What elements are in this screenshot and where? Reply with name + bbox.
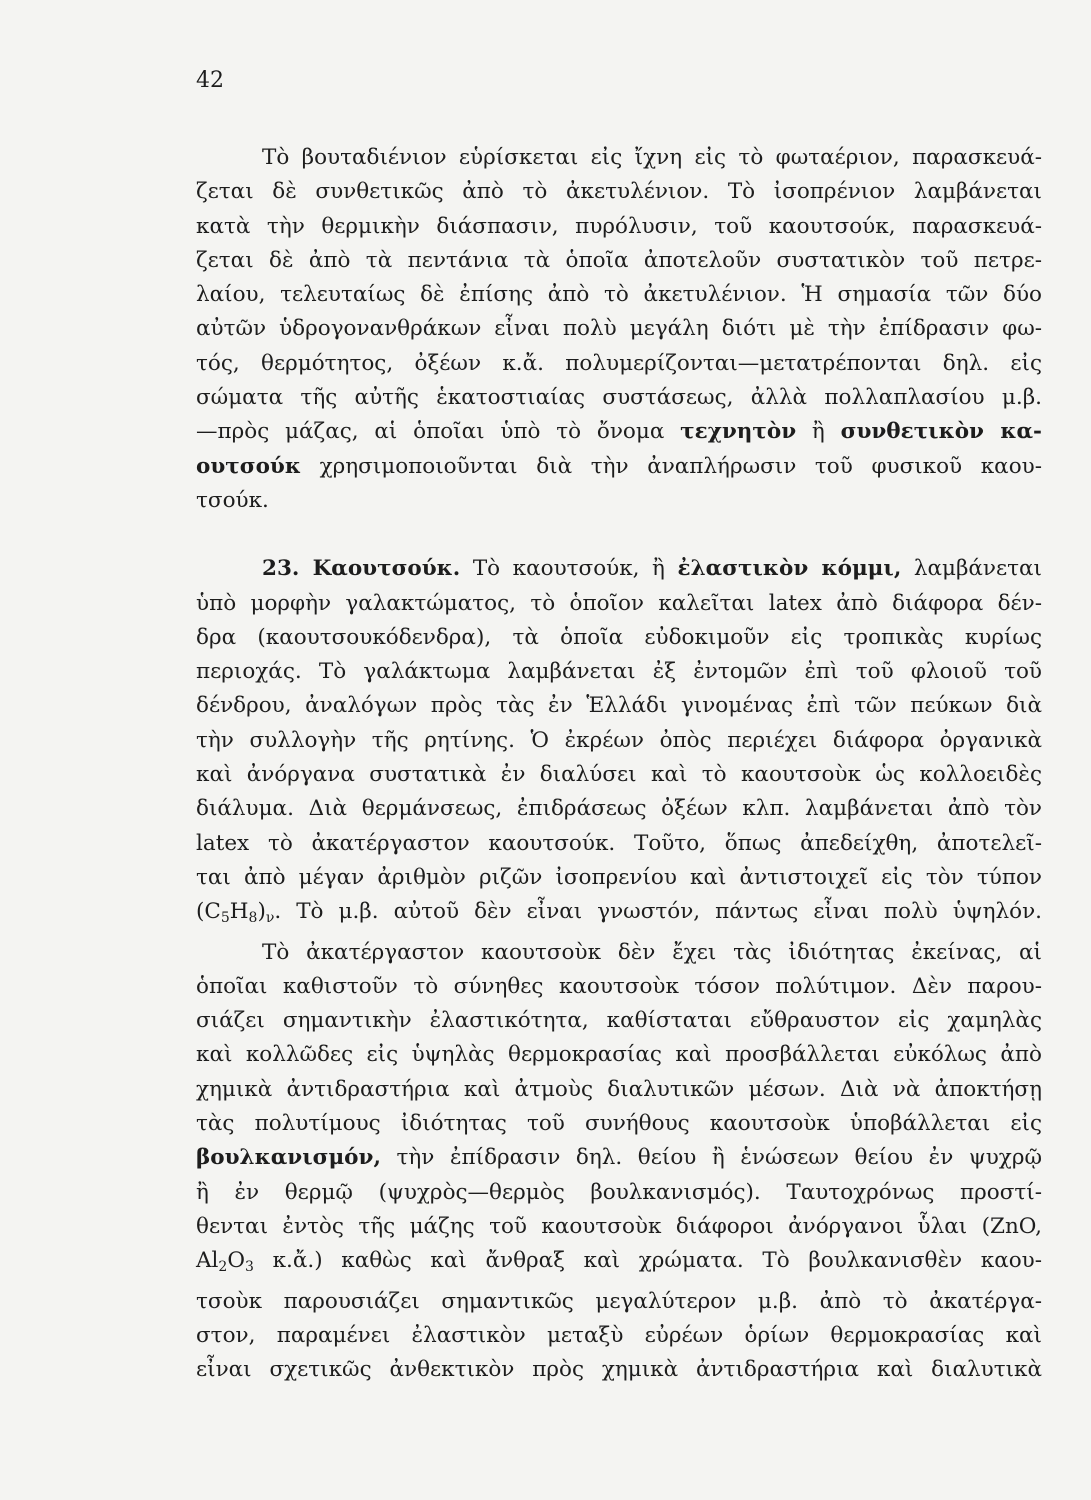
text-run: Τὸ καουτσούκ, ἢ bbox=[460, 556, 678, 582]
text-line: αὐτῶν ὑδρογονανθράκων εἶναι πολὺ μεγάλη διότι μὲ τὴν ἐπίδρασιν φω- bbox=[196, 316, 1042, 342]
formula-line bbox=[196, 895, 1042, 935]
term-elastic-gum: ἐλαστικὸν κόμμι, bbox=[677, 556, 902, 582]
term-synthetic: τεχνητὸν bbox=[680, 419, 797, 445]
text-line: τσούκ. bbox=[196, 487, 269, 513]
text-line: περιοχάς. Τὸ γαλάκτωμα λαμβάνεται ἐξ ἐντομῶν ἐπὶ τοῦ φλοιοῦ τοῦ bbox=[196, 659, 1042, 685]
text-line: latex τὸ ἀκατέργαστον καουτσούκ. Τοῦτο, ὅπως ἀπεδείχθη, ἀποτελεῖ- bbox=[196, 830, 1042, 856]
text-run: χρησιμοποιοῦνται διὰ τὴν ἀναπλήρωσιν τοῦ φυσικοῦ καου- bbox=[300, 453, 1042, 479]
text-line: Τὸ ἀκατέργαστον καουτσοὺκ δὲν ἔχει τὰς ἰδιότητας ἐκείνας, αἱ bbox=[262, 939, 1042, 965]
text-line bbox=[196, 1141, 1042, 1175]
text-line: θενται ἐντὸς τῆς μάζης τοῦ καουτσοὺκ διάφοροι ἀνόργανοι ὗλαι (ZnO, bbox=[196, 1213, 1042, 1239]
text-line: στον, παραμένει ἐλαστικὸν μεταξὺ εὐρέων ὁρίων θερμοκρασίας καὶ bbox=[196, 1322, 1042, 1348]
page-body bbox=[196, 141, 1042, 1387]
text-run: . Τὸ μ.β. αὐτοῦ δὲν εἶναι γνωστόν, πάντως εἶναι πολὺ ὑψηλόν. bbox=[274, 899, 1042, 925]
text-line: δρα (καουτσουκόδενδρα), τὰ ὁποῖα εὐδοκιμοῦν εἰς τροπικὰς κυρίως bbox=[196, 624, 1042, 650]
text-run: ) bbox=[257, 899, 266, 925]
subscript: 3 bbox=[244, 1259, 254, 1276]
text-line: τσοὺκ παρουσιάζει σημαντικῶς μεγαλύτερον μ.β. ἀπὸ τὸ ἀκατέργα- bbox=[196, 1288, 1042, 1314]
text-line: ζεται δὲ συνθετικῶς ἀπὸ τὸ ἀκετυλένιον. Τὸ ἰσοπρένιον λαμβάνεται bbox=[196, 179, 1042, 205]
text-run: τὴν ἐπίδρασιν δηλ. θείου ἢ ἑνώσεων θείου ἐν ψυχρῷ bbox=[380, 1145, 1042, 1171]
text-line: δένδρου, ἀναλόγων πρὸς τὰς ἐν Ἑλλάδι γινομένας ἐπὶ τῶν πεύκων διὰ bbox=[196, 693, 1042, 719]
text-line: χημικὰ ἀντιδραστήρια καὶ ἀτμοὺς διαλυτικῶν μέσων. Διὰ νὰ ἀποκτήσῃ bbox=[196, 1076, 1042, 1102]
text-line: τὰς πολυτίμους ἰδιότητας τοῦ συνήθους καουτσοὺκ ὑποβάλλεται εἰς bbox=[196, 1111, 1042, 1137]
text-line: ται ἀπὸ μέγαν ἀριθμὸν ριζῶν ἰσοπρενίου καὶ ἀντιστοιχεῖ εἰς τὸν τύπον bbox=[196, 864, 1042, 890]
text-line: τός, θερμότητος, ὀξέων κ.ἄ. πολυμερίζονται—μετατρέπονται δηλ. εἰς bbox=[196, 350, 1042, 376]
text-line: ὁποῖαι καθιστοῦν τὸ σύνηθες καουτσοὺκ τόσον πολύτιμον. Δὲν παρου- bbox=[196, 973, 1042, 999]
text-line: ὑπὸ μορφὴν γαλακτώματος, τὸ ὁποῖον καλεῖται latex ἀπὸ διάφορα δέν- bbox=[196, 590, 1042, 616]
text-line: διάλυμα. Διὰ θερμάνσεως, ἐπιδράσεως ὀξέων κλπ. λαμβάνεται ἀπὸ τὸν bbox=[196, 796, 1042, 822]
text-line: σώματα τῆς αὐτῆς ἑκατοστιαίας συστάσεως, ἀλλὰ πολλαπλασίου μ.β. bbox=[196, 385, 1042, 411]
page-number: 42 bbox=[196, 68, 224, 93]
text-line: κατὰ τὴν θερμικὴν διάσπασιν, πυρόλυσιν, τοῦ καουτσούκ, παρασκευά- bbox=[196, 213, 1042, 239]
text-line: ἢ ἐν θερμῷ (ψυχρὸς—θερμὸς βουλκανισμός). Ταυτοχρόνως προστί- bbox=[196, 1179, 1042, 1205]
text-line: ζεται δὲ ἀπὸ τὰ πεντάνια τὰ ὁποῖα ἀποτελοῦν συστατικὸν τοῦ πετρε- bbox=[196, 247, 1042, 273]
section-heading: 23. Καουτσούκ. bbox=[262, 556, 461, 582]
text-line bbox=[196, 552, 1042, 586]
paragraph-gap bbox=[196, 518, 1042, 552]
text-line: καὶ κολλῶδες εἰς ὑψηλὰς θερμοκρασίας καὶ προσβάλλεται εὐκόλως ἀπὸ bbox=[196, 1042, 1042, 1068]
text-run: Al bbox=[196, 1248, 219, 1274]
paragraph-butadiene-isoprene bbox=[196, 141, 1042, 518]
subscript: ν bbox=[265, 910, 275, 927]
subscript: 2 bbox=[218, 1259, 228, 1276]
text-line bbox=[196, 415, 1042, 449]
text-line: καὶ ἀνόργανα συστατικὰ ἐν διαλύσει καὶ τὸ καουτσοὺκ ὡς κολλοειδὲς bbox=[196, 762, 1042, 788]
term-rubber: ουτσούκ bbox=[196, 453, 301, 479]
term-synthetic-rubber: συνθετικὸν κα- bbox=[840, 419, 1042, 445]
formula-line bbox=[196, 1244, 1042, 1284]
text-line bbox=[196, 450, 1042, 484]
text-run: ἢ bbox=[796, 419, 841, 445]
text-run: κ.ἄ.) καθὼς καὶ ἄνθραξ καὶ χρώματα. Τὸ βουλκανισθὲν καου- bbox=[253, 1248, 1042, 1274]
term-vulcanization: βουλκανισμόν, bbox=[196, 1145, 381, 1171]
text-line: Τὸ βουταδιένιον εὑρίσκεται εἰς ἴχνη εἰς τὸ φωταέριον, παρασκευά- bbox=[262, 145, 1042, 170]
text-line: εἶναι σχετικῶς ἀνθεκτικὸν πρὸς χημικὰ ἀντιδραστήρια καὶ διαλυτικὰ bbox=[196, 1357, 1042, 1383]
text-run: λαμβάνεται bbox=[901, 556, 1042, 582]
subscript: 8 bbox=[248, 910, 258, 927]
text-run: (C bbox=[196, 899, 221, 925]
paragraph-vulcanization bbox=[196, 936, 1042, 1388]
text-line: σιάζει σημαντικὴν ἐλαστικότητα, καθίσταται εὔθραυστον εἰς χαμηλὰς bbox=[196, 1008, 1042, 1034]
text-run: H bbox=[229, 899, 249, 925]
text-line: λαίου, τελευταίως δὲ ἐπίσης ἀπὸ τὸ ἀκετυλένιον. Ἡ σημασία τῶν δύο bbox=[196, 282, 1042, 308]
text-run: —πρὸς μάζας, αἱ ὁποῖαι ὑπὸ τὸ ὄνομα bbox=[196, 419, 681, 445]
text-run: O bbox=[227, 1248, 245, 1274]
subscript: 5 bbox=[220, 910, 230, 927]
text-line: τὴν συλλογὴν τῆς ρητίνης. Ὁ ἐκρέων ὀπὸς περιέχει διάφορα ὀργανικὰ bbox=[196, 727, 1042, 753]
section-rubber bbox=[196, 552, 1042, 935]
